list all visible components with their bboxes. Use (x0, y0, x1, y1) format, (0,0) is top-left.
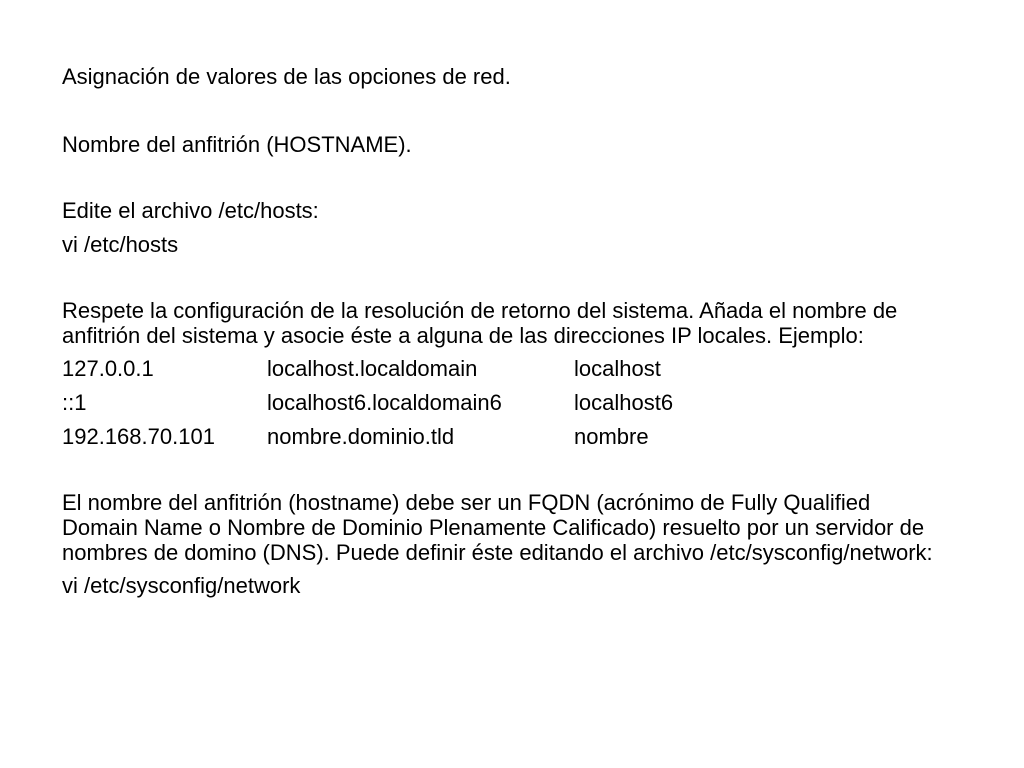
host-alias: localhost6 (574, 390, 674, 415)
host-ip: 192.168.70.101 (62, 424, 215, 449)
host-fqdn: localhost6.localdomain6 (267, 390, 502, 415)
edit-instruction: Edite el archivo /etc/hosts: (62, 198, 319, 223)
slide-content (62, 64, 942, 599)
hosts-example-table (62, 356, 942, 450)
slide-subheading: Nombre del anfitrión (HOSTNAME). (62, 132, 412, 157)
host-alias: localhost (574, 356, 661, 381)
slide-heading: Asignación de valores de las opciones de red. (62, 64, 511, 89)
network-command: vi /etc/sysconfig/network (62, 573, 301, 598)
host-fqdn: localhost.localdomain (267, 356, 478, 381)
host-fqdn: nombre.dominio.tld (267, 424, 455, 449)
fqdn-note: El nombre del anfitrión (hostname) debe ser un FQDN (acrónimo de Fully Qualified Domain Name o Nombre de Dominio Plenamente Calificado) resuelto por un servidor de nombres de domino (DNS). Puede definir éste editando el archivo /etc/sysconfig/network: (62, 490, 933, 565)
edit-command: vi /etc/hosts (62, 232, 179, 257)
host-ip: ::1 (62, 390, 87, 415)
host-ip: 127.0.0.1 (62, 356, 154, 381)
hosts-description: Respete la configuración de la resolución de retorno del sistema. Añada el nombre de anfitrión del sistema y asocie éste a alguna de las direcciones IP locales. Ejemplo: (62, 298, 898, 348)
host-alias: nombre (574, 424, 649, 449)
